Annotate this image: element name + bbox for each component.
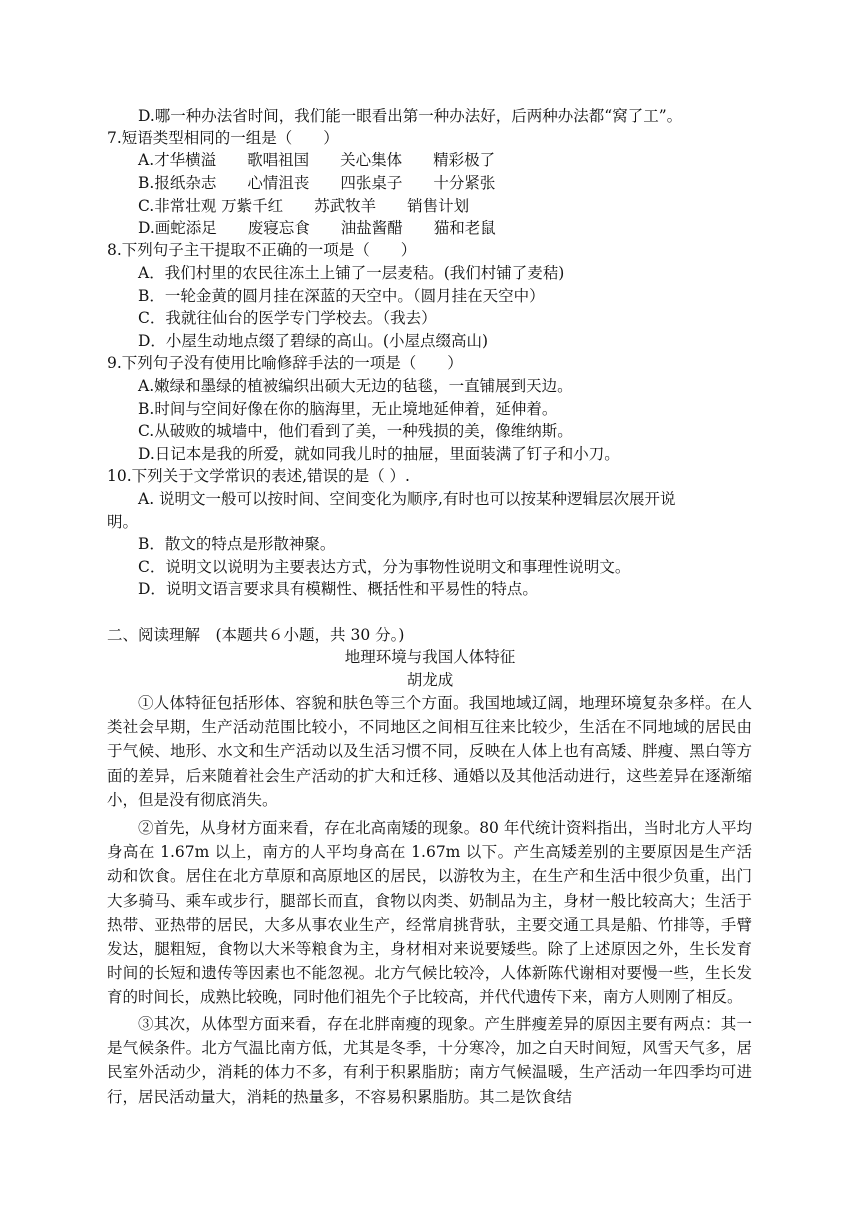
q10-option-d: D．说明文语言要求具有模糊性、概括性和平易性的特点。 (138, 580, 538, 598)
q10-option-a-line2: 明。 (107, 513, 139, 531)
q10-option-c: C．说明文以说明为主要表达方式，分为事物性说明文和事理性说明文。 (138, 558, 631, 576)
article-author: 胡龙成 (406, 671, 454, 689)
q8-option-d: D．小屋生动地点缀了碧绿的高山。(小屋点缀高山) (138, 332, 489, 350)
article-paragraph-2: ②首先，从身材方面来看，存在北高南矮的现象。80 年代统计资料指出，当时北方人平均身高在 1.67m 以上，南方的人平均身高在 1.67m 以下。产生高矮差别的主要原因是生产活动和饮食。居住在北方草原和高原地区的居民，以游牧为主，在生产和生活中很少负重，出门大多骑马、乘车或步行，腿部长而直，食物以肉类、奶制品为主，身材一般比较高大；生活于热带、亚热带的居民，大多从事农业生产，经常肩挑背驮，主要交通工具是船、竹排等，手臂发达，腿粗短，食物以大米等粮食为主，身材相对来说要矮些。除了上述原因之外，生长发育时间的长短和遗传等因素也不能忽视。北方气候比较冷，人体新陈代谢相对要慢一些，生长发育的时间长，成熟比较晚，同时他们祖先个子比较高，并代代遗传下来，南方人则刚了相反。 (107, 819, 752, 1007)
article-title: 地理环境与我国人体特征 (344, 648, 516, 666)
q10-stem: 10.下列关于文学常识的表述,错误的是（ ）. (107, 467, 410, 485)
q9-option-b: B.时间与空间好像在你的脑海里，无止境地延伸着，延伸着。 (138, 400, 558, 418)
q8-option-b: B．一轮金黄的圆月挂在深蓝的天空中。（圆月挂在天空中） (138, 287, 545, 305)
article-paragraph-1: ①人体特征包括形体、容貌和肤色等三个方面。我国地域辽阔，地理环境复杂多样。在人类社会早期，生产活动范围比较小，不同地区之间相互往来比较少，生活在不同地域的居民由于气候、地形、水文和生产活动以及生活习惯不同，反映在人体上也有高矮、胖瘦、黑白等方面的差异，后来随着社会生产活动的扩大和迁移、通婚以及其他活动进行，这些差异在逐渐缩小，但是没有彻底消失。 (107, 694, 752, 809)
q7-option-a: A.才华横溢 歌唱祖国 关心集体 精彩极了 (138, 151, 496, 169)
q9-stem: 9.下列句子没有使用比喻修辞手法的一项是（ ） (107, 354, 463, 372)
q10-option-b: B．散文的特点是形散神聚。 (138, 535, 336, 553)
q7-option-b: B.报纸杂志 心情沮丧 四张桌子 十分紧张 (138, 174, 496, 192)
q7-stem: 7.短语类型相同的一组是（ ） (107, 129, 339, 147)
q8-stem: 8.下列句子主干提取不正确的一项是（ ） (107, 241, 417, 259)
q9-option-d: D.日记本是我的所爱，就如同我儿时的抽屉，里面装满了钉子和小刀。 (138, 445, 620, 463)
article-paragraph-3: ③其次，从体型方面来看，存在北胖南瘦的现象。产生胖瘦差异的原因主要有两点：其一是气候条件。北方气温比南方低，尤其是冬季，十分寒冷，加之白天时间短，风雪天气多，居民室外活动少，消耗的体力不多，有利于积累脂肪；南方气候温暖，生产活动一年四季均可进行，居民活动量大，消耗的热量多，不容易积累脂肪。其二是饮食结 (107, 1015, 752, 1106)
q7-option-c: C.非常壮观 万紫千红 苏武牧羊 销售计划 (138, 197, 470, 215)
q8-option-c: C．我就往仙台的医学专门学校去。（我去） (138, 309, 437, 327)
q6-option-d: D.哪一种办法省时间，我们能一眼看出第一种办法好，后两种办法都“窝了工”。 (138, 107, 683, 125)
q8-option-a: A．我们村里的农民往冻土上铺了一层麦秸。(我们村铺了麦秸) (138, 264, 565, 282)
section-heading: 二、阅读理解 (本题共６小题，共 30 分。) (107, 626, 405, 644)
q10-option-a-line1: A. 说明文一般可以按时间、空间变化为顺序,有时也可以按某种逻辑层次展开说 (138, 490, 676, 508)
q9-option-c: C.从破败的城墙中，他们看到了美，一种残损的美，像维纳斯。 (138, 422, 573, 440)
q7-option-d: D.画蛇添足 废寝忘食 油盐酱醋 猫和老鼠 (138, 219, 496, 237)
q9-option-a: A.嫩绿和墨绿的植被编织出硕大无边的毡毯，一直铺展到天边。 (138, 377, 573, 395)
